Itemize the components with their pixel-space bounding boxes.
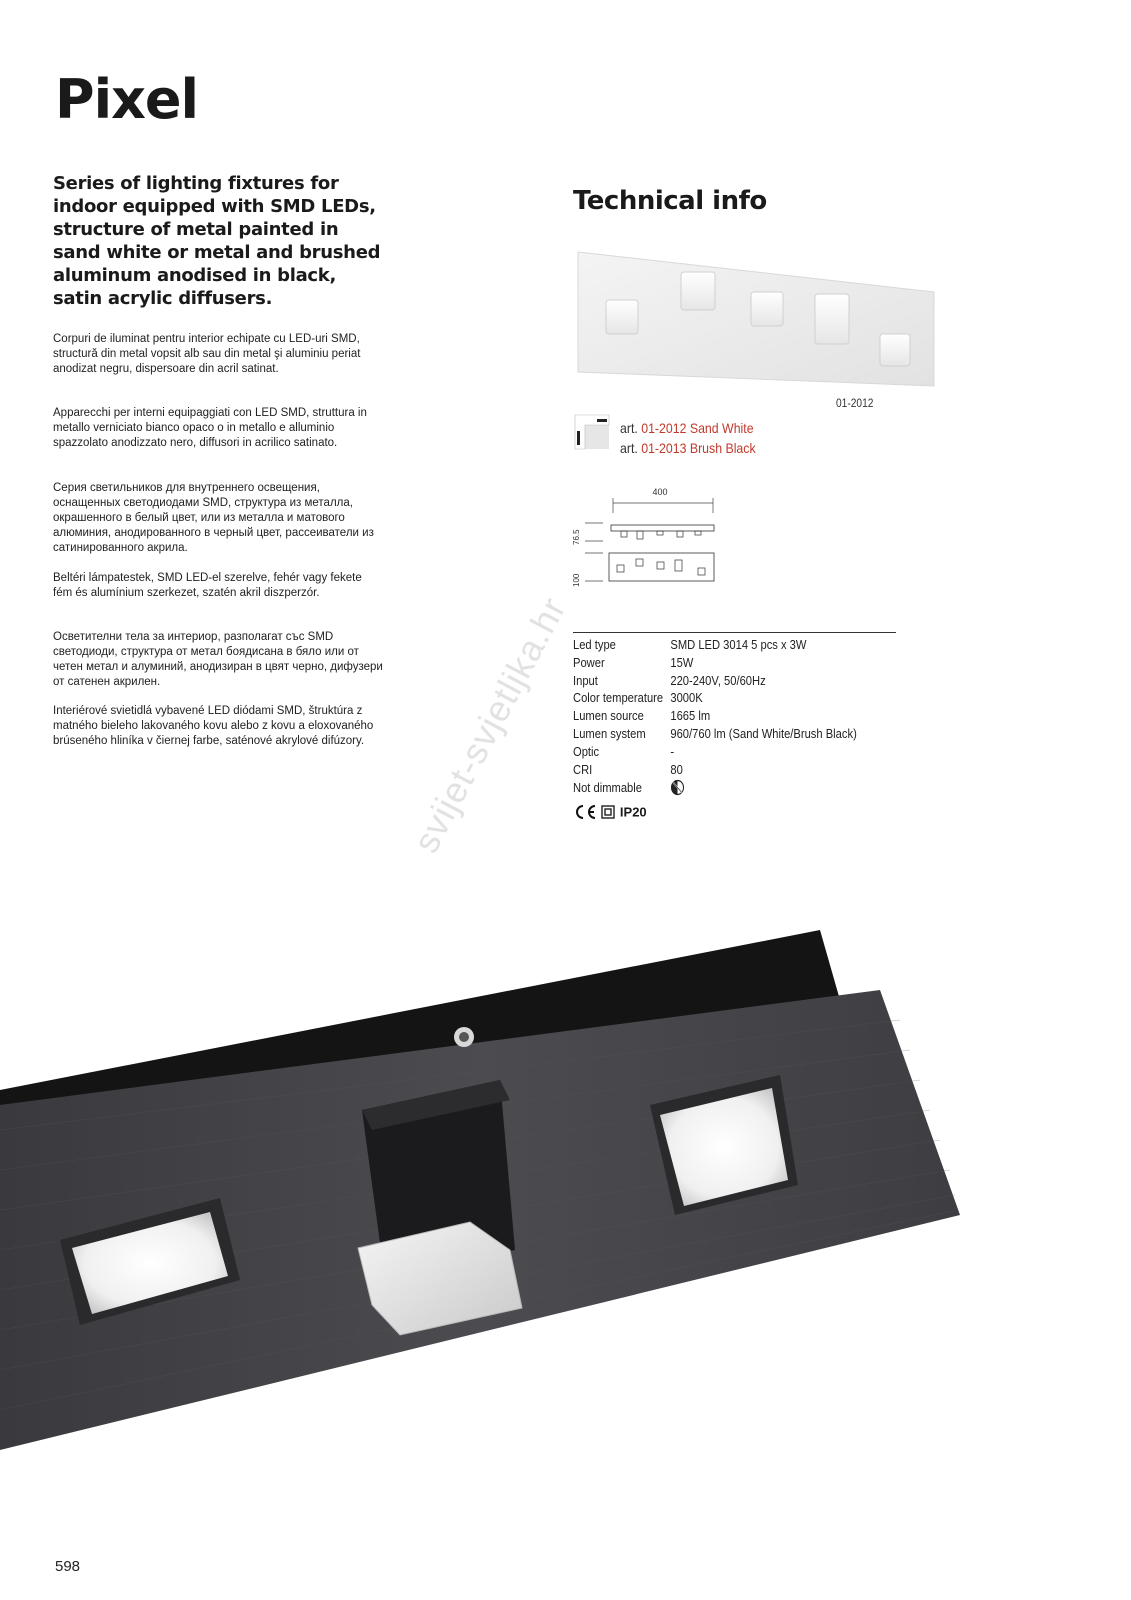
spec-row — [573, 654, 857, 672]
description-it: Apparecchi per interni equipaggiati con LED SMD, struttura in metallo verniciato bianco opaco o in metallo e alluminio spazzolato anodizzato nero, diffusori in acrilico satinato. — [53, 407, 367, 449]
article-prefix: art. — [620, 420, 638, 436]
spec-label: Power — [573, 654, 605, 670]
not-dimmable-icon — [670, 779, 685, 796]
ceiling-mount-icon — [575, 413, 613, 451]
spec-row — [573, 707, 857, 725]
article-sand-white — [620, 420, 754, 436]
spec-row — [573, 672, 857, 690]
spec-divider — [573, 632, 896, 633]
spec-label: Lumen source — [573, 708, 644, 724]
class-ii-icon — [601, 805, 615, 819]
article-prefix: art. — [620, 440, 638, 456]
spec-value: 1665 lm — [670, 708, 711, 724]
spec-value: 15W — [670, 654, 694, 670]
description-ro: Corpuri de iluminat pentru interior echipate cu LED-uri SMD, structură din metal vopsit alb sau din metal şi aluminiu periat anodizat negru, dispersoare din acril satinat. — [53, 333, 361, 375]
spec-label: Not dimmable — [573, 779, 642, 795]
spec-value: 220-240V, 50/60Hz — [670, 672, 766, 688]
description-hu: Beltéri lámpatestek, SMD LED-el szerelve, fehér vagy fekete fém és alumínium szerkezet, szatén akril diszperzór. — [53, 572, 362, 599]
spec-value: SMD LED 3014 5 pcs x 3W — [670, 637, 807, 652]
spec-row — [573, 761, 857, 779]
dimension-drawing — [573, 487, 733, 597]
spec-label: Led type — [573, 637, 616, 652]
description-sk: Interiérové svietidlá vybavené LED diódami SMD, štruktúra z matného bieleho lakovaného kovu alebo z kovu a eloxovaného brúseného hliníka v čiernej farbe, saténové akrylové difúzory. — [53, 705, 374, 747]
spec-label: Optic — [573, 743, 600, 759]
spec-row — [573, 778, 857, 796]
spec-value — [670, 778, 856, 796]
spec-value: - — [670, 743, 675, 759]
article-brush-black — [620, 440, 756, 456]
ce-mark-icon — [573, 804, 597, 820]
spec-row — [573, 689, 857, 707]
page-title: Pixel — [55, 68, 199, 131]
article-code: 01-2013 Brush Black — [641, 440, 756, 456]
article-code: 01-2012 Sand White — [641, 420, 754, 436]
dim-height-label: 100 — [572, 573, 581, 587]
page-number: 598 — [55, 1558, 81, 1575]
spec-row — [573, 636, 857, 654]
product-photo-brush-black — [0, 930, 1131, 1450]
spec-label: Lumen system — [573, 725, 646, 741]
photo-caption: 01-2012 — [836, 396, 874, 410]
spec-table — [573, 636, 857, 796]
spec-label: CRI — [573, 761, 593, 777]
dim-depth-label: 76.5 — [572, 529, 581, 545]
spec-label: Color temperature — [573, 690, 664, 706]
spec-value: 960/760 lm (Sand White/Brush Black) — [670, 725, 857, 741]
spec-value: 3000K — [670, 690, 703, 706]
spec-label: Input — [573, 672, 598, 688]
certification-row — [573, 803, 647, 819]
spec-row — [573, 743, 857, 761]
product-photo-sand-white — [578, 252, 934, 386]
watermark: svijet-svjetljka.hr — [405, 590, 575, 860]
spec-row — [573, 725, 857, 743]
ip-rating: IP20 — [619, 804, 647, 820]
technical-info-heading: Technical info — [573, 186, 767, 216]
dim-width-label: 400 — [652, 487, 668, 497]
description-bg: Осветителни тела за интериор, разполагат със SMD светодиоди, структура от метал боядисана в бяло или от четен метал и алуминий, анодизиран в цвят черно, дифузери от сатенен акрилен. — [53, 631, 383, 688]
intro-text: Series of lighting fixtures for indoor equipped with SMD LEDs, structure of metal painted in sand white or metal and brushed aluminum anodised in black, satin acrylic diffusers. — [53, 173, 381, 309]
spec-value: 80 — [670, 761, 683, 777]
description-ru: Серия светильников для внутреннего освещения, оснащенных светодиодами SMD, структура из металла, окрашенного в белый цвет, или из металла и матового алюминия, анодированного в черный цвет, рассеиватели из сатинированного акрила. — [53, 482, 374, 554]
